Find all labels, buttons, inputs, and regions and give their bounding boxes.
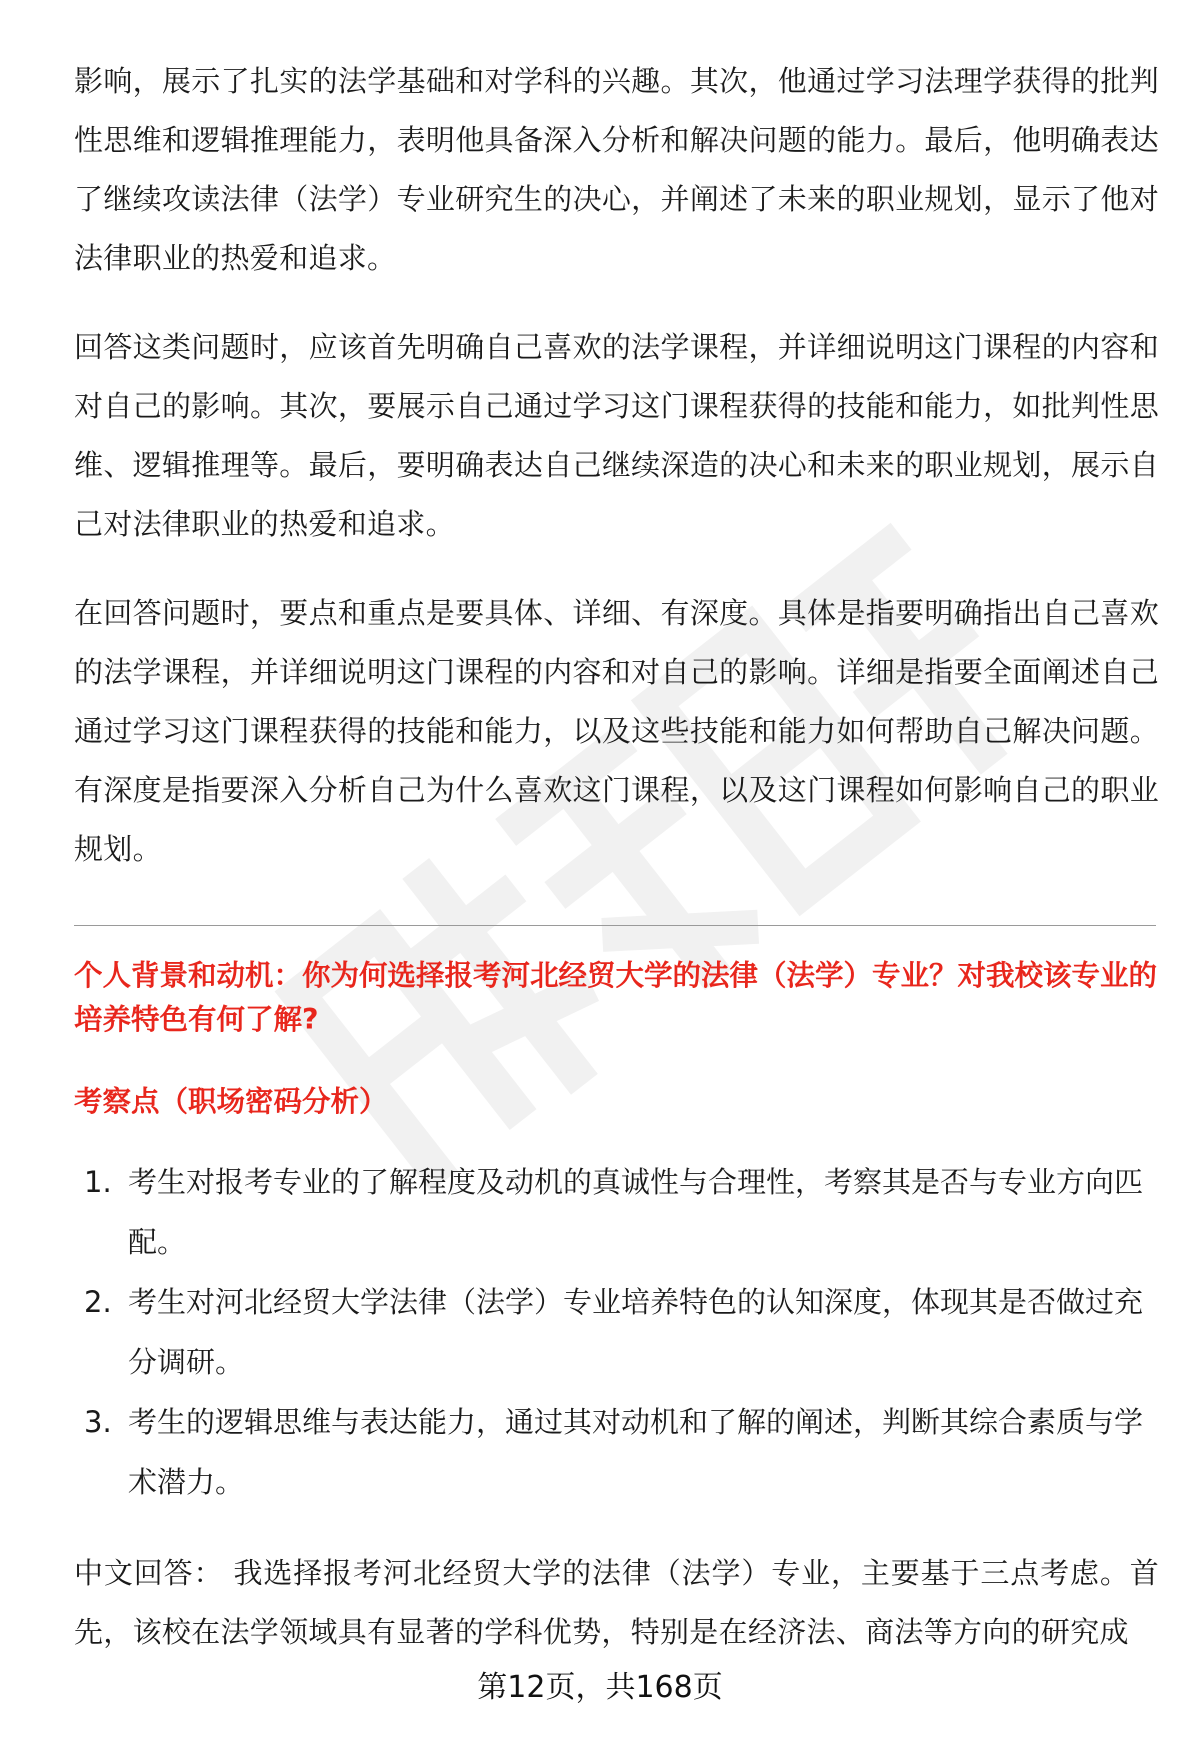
list-number: 1. xyxy=(84,1165,112,1199)
list-item-text: 考生对河北经贸大学法律（法学）专业培养特色的认知深度，体现其是否做过充分调研。 xyxy=(128,1285,1144,1379)
answer-paragraph: 中文回答： 我选择报考河北经贸大学的法律（法学）专业，主要基于三点考虑。首先，该校在法学领域具有显著的学科优势，特别是在经济法、商法等方向的研究成 xyxy=(74,1556,1159,1649)
list-item xyxy=(74,1152,1159,1272)
body-paragraph: 影响，展示了扎实的法学基础和对学科的兴趣。其次，他通过学习法理学获得的批判性思维和逻辑推理能力，表明他具备深入分析和解决问题的能力。最后，他明确表达了继续攻读法律（法学）专业研究生的决心，并阐述了未来的职业规划，显示了他对法律职业的热爱和追求。 xyxy=(74,64,1159,275)
assessment-points xyxy=(74,1152,1159,1512)
document-page xyxy=(74,52,1159,1662)
list-item xyxy=(74,1392,1159,1512)
list-number: 3. xyxy=(84,1405,112,1439)
body-paragraph: 回答这类问题时，应该首先明确自己喜欢的法学课程，并详细说明这门课程的内容和对自己的影响。其次，要展示自己通过学习这门课程获得的技能和能力，如批判性思维、逻辑推理等。最后，要明确表达自己继续深造的决心和未来的职业规划，展示自己对法律职业的热爱和追求。 xyxy=(74,330,1159,541)
page-footer: 第12页，共168页 xyxy=(477,1670,723,1705)
list-number: 2. xyxy=(84,1285,112,1319)
body-paragraph: 在回答问题时，要点和重点是要具体、详细、有深度。具体是指要明确指出自己喜欢的法学课程，并详细说明这门课程的内容和对自己的影响。详细是指要全面阐述自己通过学习这门课程获得的技能和能力，以及这些技能和能力如何帮助自己解决问题。有深度是指要深入分析自己为什么喜欢这门课程，以及这门课程如何影响自己的职业规划。 xyxy=(74,596,1159,866)
assessment-heading: 考察点（职场密码分析） xyxy=(74,1085,388,1118)
list-item-text: 考生的逻辑思维与表达能力，通过其对动机和了解的阐述，判断其综合素质与学术潜力。 xyxy=(128,1405,1144,1499)
list-item xyxy=(74,1272,1159,1392)
section-divider xyxy=(74,925,1156,926)
list-item-text: 考生对报考专业的了解程度及动机的真诚性与合理性，考察其是否与专业方向匹配。 xyxy=(128,1165,1144,1259)
question-title: 个人背景和动机：你为何选择报考河北经贸大学的法律（法学）专业？对我校该专业的培养特色有何了解? xyxy=(74,959,1158,1036)
